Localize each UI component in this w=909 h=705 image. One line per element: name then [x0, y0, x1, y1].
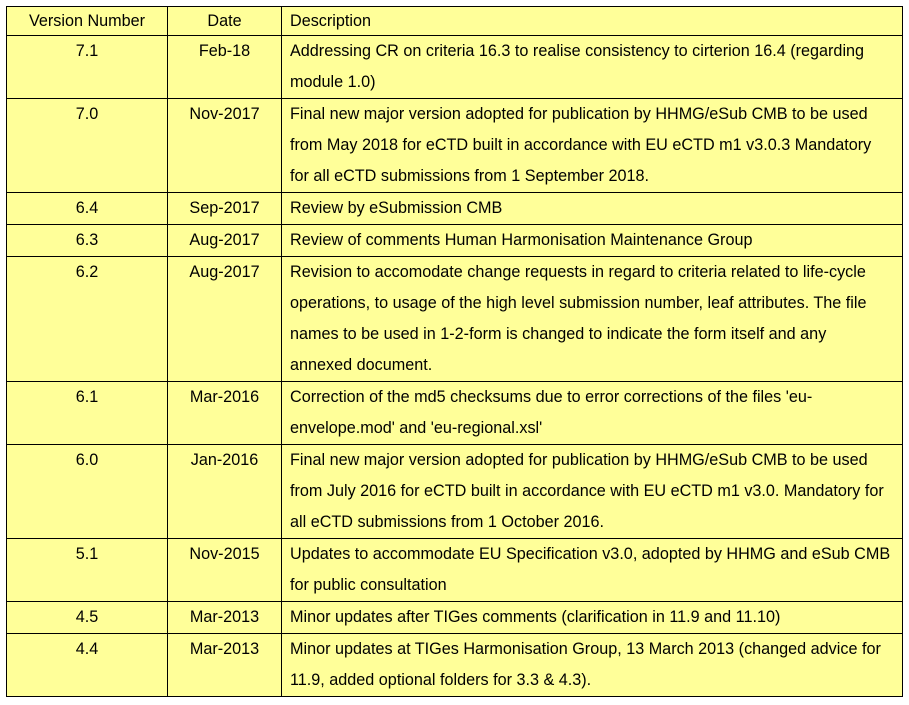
date-cell: Aug-2017	[168, 225, 282, 257]
description-cell: Final new major version adopted for publication by HHMG/eSub CMB to be used from July 2016 for eCTD built in accordance with EU eCTD m1 v3.0. Mandatory for all eCTD submissions from 1 October 2016.	[282, 445, 903, 539]
header-date: Date	[168, 7, 282, 36]
table-row	[7, 445, 903, 539]
description-cell: Minor updates at TIGes Harmonisation Group, 13 March 2013 (changed advice for 11.9, added optional folders for 3.3 & 4.3).	[282, 634, 903, 697]
table-row	[7, 634, 903, 697]
date-cell: Mar-2013	[168, 634, 282, 697]
version-cell: 4.5	[7, 602, 168, 634]
description-cell: Addressing CR on criteria 16.3 to realise consistency to cirterion 16.4 (regarding module 1.0)	[282, 36, 903, 99]
date-cell: Nov-2017	[168, 99, 282, 193]
version-cell: 6.1	[7, 382, 168, 445]
description-cell: Updates to accommodate EU Specification v3.0, adopted by HHMG and eSub CMB for public consultation	[282, 539, 903, 602]
header-version-number: Version Number	[7, 7, 168, 36]
description-cell: Review by eSubmission CMB	[282, 193, 903, 225]
description-cell: Revision to accomodate change requests in regard to criteria related to life-cycle operations, to usage of the high level submission number, leaf attributes. The file names to be used in 1-2-form is changed to indicate the form itself and any annexed document.	[282, 257, 903, 382]
description-cell: Final new major version adopted for publication by HHMG/eSub CMB to be used from May 2018 for eCTD built in accordance with EU eCTD m1 v3.0.3 Mandatory for all eCTD submissions from 1 September 2018.	[282, 99, 903, 193]
table-row	[7, 602, 903, 634]
date-cell: Feb-18	[168, 36, 282, 99]
date-cell: Aug-2017	[168, 257, 282, 382]
version-cell: 6.2	[7, 257, 168, 382]
date-cell: Nov-2015	[168, 539, 282, 602]
header-description: Description	[282, 7, 903, 36]
version-cell: 5.1	[7, 539, 168, 602]
table-row	[7, 539, 903, 602]
version-cell: 7.0	[7, 99, 168, 193]
table-row	[7, 257, 903, 382]
description-cell: Review of comments Human Harmonisation Maintenance Group	[282, 225, 903, 257]
date-cell: Jan-2016	[168, 445, 282, 539]
version-cell: 4.4	[7, 634, 168, 697]
date-cell: Mar-2016	[168, 382, 282, 445]
date-cell: Mar-2013	[168, 602, 282, 634]
table-row	[7, 193, 903, 225]
date-cell: Sep-2017	[168, 193, 282, 225]
description-cell: Correction of the md5 checksums due to error corrections of the files 'eu-envelope.mod' and 'eu-regional.xsl'	[282, 382, 903, 445]
version-cell: 6.0	[7, 445, 168, 539]
version-cell: 6.4	[7, 193, 168, 225]
description-cell: Minor updates after TIGes comments (clarification in 11.9 and 11.10)	[282, 602, 903, 634]
table-row	[7, 382, 903, 445]
version-cell: 7.1	[7, 36, 168, 99]
table-header-row	[7, 7, 903, 36]
table-row	[7, 36, 903, 99]
version-cell: 6.3	[7, 225, 168, 257]
table-row	[7, 225, 903, 257]
version-history-table	[6, 6, 903, 697]
document-page	[6, 6, 903, 697]
table-row	[7, 99, 903, 193]
